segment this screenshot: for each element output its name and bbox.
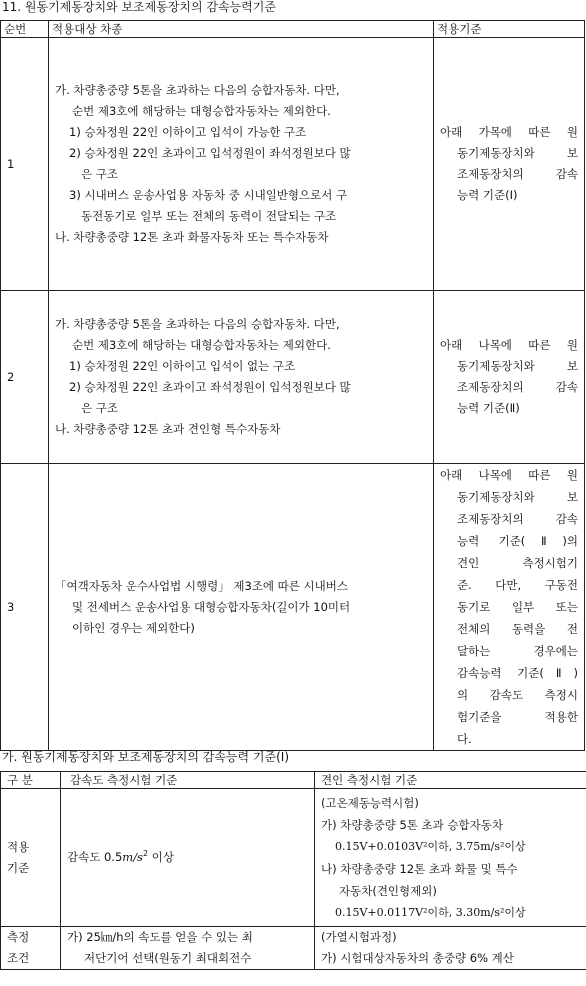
tow-criteria-cell bbox=[315, 789, 586, 927]
row-number: 2 bbox=[1, 291, 49, 464]
text-line: 능력 기준(Ⅰ) bbox=[457, 188, 518, 202]
text-line: 견인 측정시험기 bbox=[457, 556, 578, 570]
table-header-row bbox=[1, 21, 585, 38]
tow-condition-cell bbox=[315, 927, 586, 970]
text-line: 적용 bbox=[7, 839, 30, 854]
decel-criteria-table bbox=[0, 771, 586, 970]
text-line: 가) 시험대상자동차의 총중량 6% 계산 bbox=[321, 951, 514, 965]
vehicle-type-cell bbox=[49, 464, 434, 751]
header-criteria: 적용기준 bbox=[434, 21, 585, 38]
text-line: 아래 가목에 따른 원 bbox=[440, 125, 578, 139]
text-line: 동전동기로 일부 또는 전체의 동력이 전달되는 구조 bbox=[81, 209, 337, 223]
decel-condition-cell bbox=[61, 927, 315, 970]
text-line: 나. 차량총중량 12톤 초과 화물자동차 또는 특수자동차 bbox=[55, 230, 329, 244]
table-row bbox=[1, 38, 585, 291]
text-line: 조제동장치의 감속 bbox=[457, 380, 578, 394]
text-line: 「여객자동차 운수사업법 시행령」 제3조에 따른 시내버스 bbox=[55, 578, 348, 593]
row-label bbox=[1, 927, 61, 970]
text-line: 조제동장치의 감속 bbox=[457, 167, 578, 181]
text-line: 능력 기준(Ⅱ) bbox=[457, 401, 520, 415]
table-header-row bbox=[1, 772, 586, 789]
row-number: 3 bbox=[1, 464, 49, 751]
subsection-title: 가. 원동기제동장치와 보조제동장치의 감속능력 기준(Ⅰ) bbox=[2, 750, 290, 764]
text-line: 준. 다만, 구동전 bbox=[457, 578, 578, 592]
table-row bbox=[1, 464, 585, 751]
text-span: 이상 bbox=[151, 850, 174, 864]
text-line: 조건 bbox=[7, 951, 30, 965]
text-line: 나) 차량총중량 12톤 초과 화물 및 특수 bbox=[321, 861, 518, 876]
table-row bbox=[1, 927, 586, 970]
section-title: 11. 원동기제동장치와 보조제동장치의 감속능력기준 bbox=[2, 0, 276, 14]
text-line: 다. bbox=[457, 732, 472, 746]
text-line: 나. 차량총중량 12톤 초과 견인형 특수자동차 bbox=[55, 422, 281, 436]
text-line: 조제동장치의 감속 bbox=[457, 512, 578, 526]
formula-line: 0.15V+0.0103V²이하, 3.75m/s²이상 bbox=[335, 839, 526, 853]
text-line: (가열시험과정) bbox=[321, 930, 397, 944]
table-row bbox=[1, 291, 585, 464]
text-line: 저단기어 선택(원동기 최대회전수 bbox=[84, 951, 252, 965]
unit-span: m/s bbox=[122, 850, 143, 864]
text-line: 아래 나목에 따른 원 bbox=[440, 338, 578, 352]
table-row bbox=[1, 789, 586, 927]
text-line: 아래 나목에 따른 원 bbox=[440, 468, 578, 482]
decel-criteria-cell bbox=[61, 789, 315, 927]
text-line: 측정 bbox=[7, 930, 30, 944]
text-line: 가) 25㎞/h의 속도를 얻을 수 있는 최 bbox=[67, 930, 253, 944]
exponent: 2 bbox=[142, 849, 149, 859]
text-line: (고온제동능력시험) bbox=[321, 795, 419, 810]
row-label bbox=[1, 789, 61, 927]
text-line: 동기제동장치와 보 bbox=[457, 359, 578, 373]
text-line: 달하는 경우에는 bbox=[457, 644, 578, 658]
text-line: 전체의 동력을 전 bbox=[457, 622, 578, 636]
text-line: 2) 승차정원 22인 초과이고 입석정원이 좌석정원보다 많 bbox=[69, 146, 351, 160]
criteria-table bbox=[0, 20, 585, 751]
text-line: 동기제동장치와 보 bbox=[457, 146, 578, 160]
header-vehicle-type: 적용대상 차종 bbox=[49, 21, 434, 38]
text-line: 2) 승차정원 22인 초과이고 좌석정원이 입석정원보다 많 bbox=[69, 380, 351, 394]
text-line: 은 구조 bbox=[81, 401, 118, 415]
text-line: 동기로 일부 또는 bbox=[457, 600, 578, 614]
vehicle-type-cell bbox=[49, 38, 434, 291]
criteria-cell bbox=[434, 291, 585, 464]
text-line: 자동차(견인형제외) bbox=[339, 883, 437, 898]
text-line: 능력 기준(Ⅱ)의 bbox=[457, 534, 578, 548]
text-line: 기준 bbox=[7, 860, 30, 875]
header-category: 구 분 bbox=[1, 772, 61, 789]
vehicle-type-cell bbox=[49, 291, 434, 464]
criteria-cell bbox=[434, 38, 585, 291]
text-line: 순번 제3호에 해당하는 대형승합자동차는 제외한다. bbox=[72, 104, 331, 118]
text-line: 이하인 경우는 제외한다) bbox=[72, 620, 195, 635]
header-decel-test: 감속도 측정시험 기준 bbox=[61, 772, 315, 789]
text-line: 감속능력 기준(Ⅱ) bbox=[457, 666, 578, 680]
criteria-cell bbox=[434, 464, 585, 751]
text-line: 동기제동장치와 보 bbox=[457, 490, 578, 504]
formula-line: 0.15V+0.0117V²이하, 3.30m/s²이상 bbox=[335, 905, 526, 919]
text-span: 감속도 0.5 bbox=[67, 850, 123, 864]
text-line: 의 감속도 측정시 bbox=[457, 688, 578, 702]
text-line: 3) 시내버스 운송사업용 자동차 중 시내일반형으로서 구 bbox=[69, 188, 348, 202]
header-tow-test: 견인 측정시험 기준 bbox=[315, 772, 586, 789]
text-line: 1) 승차정원 22인 이하이고 입석이 없는 구조 bbox=[69, 359, 296, 373]
header-number: 순번 bbox=[1, 21, 49, 38]
text-line: 가. 차량총중량 5톤을 초과하는 다음의 승합자동차. 다만, bbox=[55, 317, 340, 331]
text-line: 1) 승차정원 22인 이하이고 입석이 가능한 구조 bbox=[69, 125, 307, 139]
row-number: 1 bbox=[1, 38, 49, 291]
text-line: 은 구조 bbox=[81, 167, 118, 181]
text-line: 가) 차량총중량 5톤 초과 승합자동차 bbox=[321, 817, 503, 832]
text-line: 순번 제3호에 해당하는 대형승합자동차는 제외한다. bbox=[72, 338, 331, 352]
text-line: 가. 차량총중량 5톤을 초과하는 다음의 승합자동차. 다만, bbox=[55, 83, 340, 97]
text-line: 및 전세버스 운송사업용 대형승합자동차(길이가 10미터 bbox=[72, 599, 351, 614]
text-line: 험기준을 적용한 bbox=[457, 710, 578, 724]
